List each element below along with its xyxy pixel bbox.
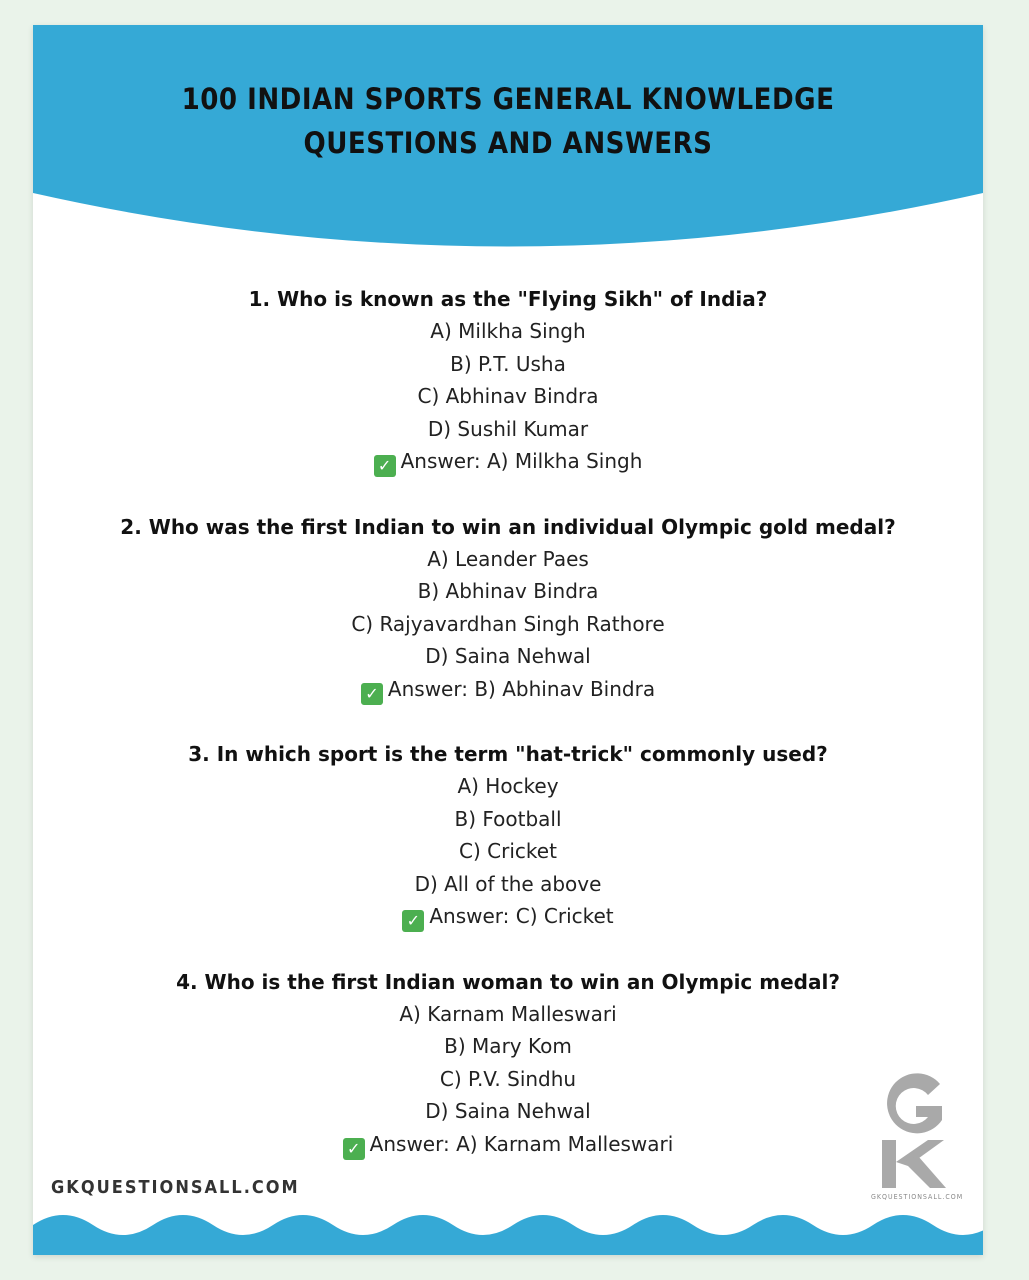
option-d: D) Saina Nehwal (425, 644, 591, 668)
option-a: A) Leander Paes (427, 546, 589, 571)
option-b: B) Abhinav Bindra (417, 579, 599, 603)
check-mark-icon: ✓ (343, 1138, 365, 1160)
question-block-1 (33, 283, 983, 478)
option-a: A) Hockey (457, 774, 559, 798)
option-c: C) Cricket (459, 839, 557, 863)
option-c: C) P.V. Sindhu (439, 1066, 577, 1091)
option-d: D) Sushil Kumar (427, 416, 589, 441)
option-b: B) Football (454, 806, 562, 831)
option-c: C) Abhinav Bindra (417, 384, 599, 408)
question-block-4 (33, 966, 983, 1161)
answer-line (33, 1128, 983, 1161)
answer-text: Answer: A) Milkha Singh (400, 449, 643, 473)
option-d: D) Saina Nehwal (425, 1099, 591, 1123)
page-title (33, 77, 983, 165)
footer-site-name: GKQUESTIONSALL.COM (51, 1177, 300, 1198)
option-b: B) Mary Kom (444, 1034, 572, 1058)
check-mark-icon: ✓ (361, 683, 383, 705)
answer-text: Answer: A) Karnam Malleswari (369, 1131, 674, 1156)
footer-wave-band (33, 1203, 983, 1255)
question-block-3 (33, 738, 983, 933)
gk-logo-icon (878, 1070, 948, 1200)
answer-line (33, 673, 983, 706)
option-b: B) P.T. Usha (450, 351, 566, 376)
question-block-2 (33, 511, 983, 706)
question-list (33, 283, 983, 1193)
option-c: C) Rajyavardhan Singh Rathore (351, 611, 665, 636)
check-mark-icon: ✓ (402, 910, 424, 932)
check-mark-icon: ✓ (374, 455, 396, 477)
question-text: 3. In which sport is the term "hat-trick" commonly used? (188, 742, 828, 766)
answer-line (33, 445, 983, 478)
option-a: A) Milkha Singh (430, 319, 586, 343)
logo-site-name: GKQUESTIONSALL.COM (871, 1193, 964, 1201)
answer-text: Answer: C) Cricket (429, 904, 614, 928)
question-text: 2. Who was the first Indian to win an individual Olympic gold medal? (120, 514, 896, 539)
quiz-card (33, 25, 983, 1255)
answer-line (33, 900, 983, 933)
page-title-line-1: 100 INDIAN SPORTS GENERAL KNOWLEDGE (181, 82, 835, 116)
option-a: A) Karnam Malleswari (399, 1001, 617, 1026)
question-text: 1. Who is known as the "Flying Sikh" of India? (248, 287, 768, 311)
page-title-line-2: QUESTIONS AND ANSWERS (303, 126, 713, 160)
option-d: D) All of the above (414, 871, 602, 896)
question-text: 4. Who is the first Indian woman to win an Olympic medal? (176, 969, 840, 994)
answer-text: Answer: B) Abhinav Bindra (387, 676, 656, 701)
